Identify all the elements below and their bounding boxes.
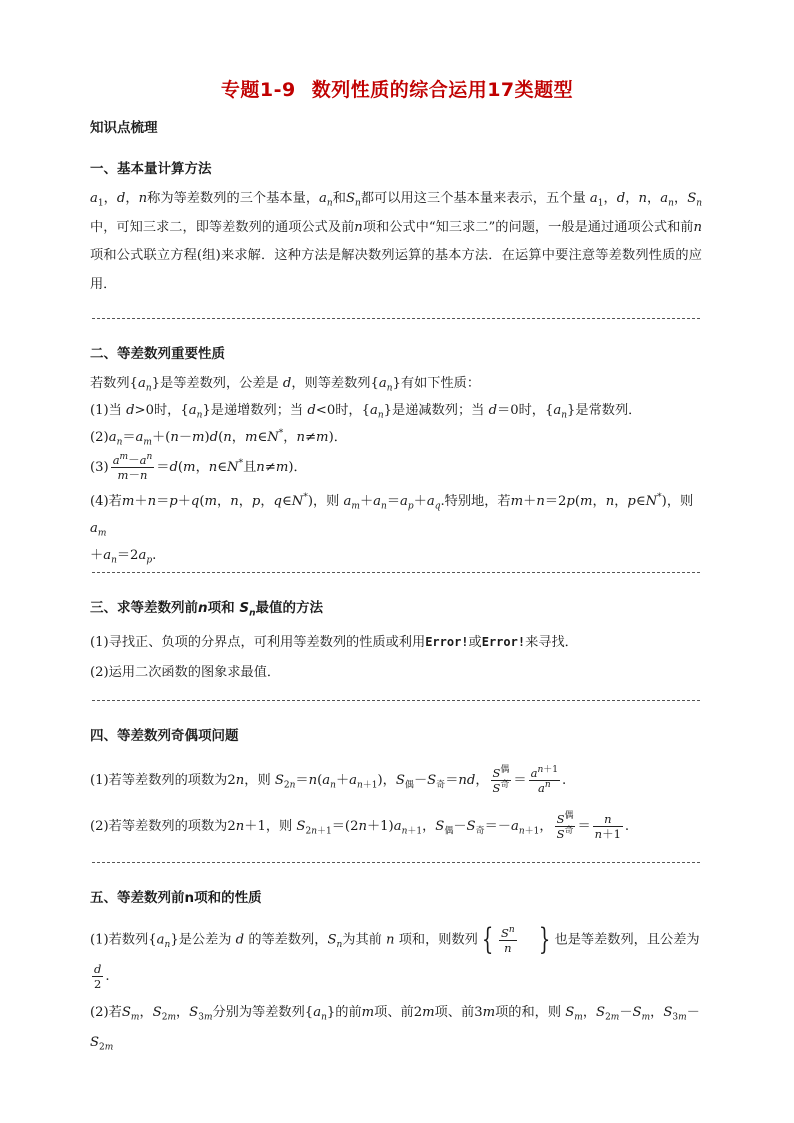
section-1-body: $a_1$，d，n称为等差数列的三个基本量，$a_n$和$S_n$都可以用这三个基本量来表示，五个量 $a_1$，d，n，$a_n$，$S_n$中，可知三求二，即等差数列的通项公式及前n项和公式中“知三求二”的问题，一般是通过通项公式和前n项和公式联立方程(组)来求解．这种方法是解决数列运算的基本方法．在运算中要注意等差数列性质的应用． bbox=[90, 191, 703, 292]
divider bbox=[92, 572, 700, 573]
section-5-body: (1)若数列$\{a_n\}$是公差为 d 的等差数列，$S_n$为其前 n 项和，则数列 { $\frac{S^n}{n}$ } 也是等差数列，且公差为 $\frac{d}{2}$ . (2)若$S_m$，$S_{2m}$，$S_{3m}$分别为等差数列$\{a_n\}$的前m项、前2m项、前3m项的和，则 $S_m$，$S_{2m}-S_m$，$S_{3m}-S_{2m}$ bbox=[90, 922, 700, 1053]
section-3-heading: 三、求等差数列前n项和 $S_n$最值的方法 bbox=[90, 600, 323, 619]
section-5-heading: 五、等差数列前n项和的性质 bbox=[90, 890, 262, 906]
section-2-heading: 二、等差数列重要性质 bbox=[90, 346, 225, 362]
section-1-heading: 一、基本量计算方法 bbox=[90, 161, 212, 177]
section-4-body: (1)若等差数列的项数为2n，则 $S_{2n}=n(a_n+a_{n+1})$，$S_偶-S_奇=nd$， $\frac{S^偶}{S^奇}$ ＝ $\frac{a^{n+1}}{a^n}$ . (2)若等差数列的项数为2n＋1，则 $S_{2n+1}=(2n+1)a_{n+1}$，$S_偶-S_奇=-a_{n+1}$， $\frac{S^偶}{S^奇}$ ＝ $\frac{n}{n+1}$ . bbox=[90, 765, 630, 841]
divider bbox=[92, 862, 700, 863]
section-4-heading: 四、等差数列奇偶项问题 bbox=[90, 728, 239, 744]
intro-heading: 知识点梳理 bbox=[90, 120, 158, 136]
divider bbox=[92, 700, 700, 701]
section-3-body: (1)寻找正、负项的分界点，可利用等差数列的性质或利用Error!或Error!来寻找． (2)运用二次函数的图象求最值． bbox=[90, 635, 578, 680]
section-2-body: 若数列$\{a_n\}$是等差数列，公差是 d，则等差数列$\{a_n\}$有如下性质： (1)当 d>0时，$\{a_n\}$是递增数列；当 d<0时，$\{a_n\}$是递减数列；当 d＝0时，$\{a_n\}$是常数列． $(2)a_n=a_m+(n-m)d(n$，m∈N*，n≠m)． (3) $\frac{a^m-a^n}{m-n}$ ＝d(m，n∈N*且n≠m)． (4)若m＋n＝p＋q(m，n，p，q∈N*)，则 $a_m+a_n=a_p+a_q$.特别地，若m＋n＝2p(m，n，p∈N*)，则 $a_m$ $+a_n=2a_p$. bbox=[90, 376, 694, 566]
divider bbox=[92, 318, 700, 319]
page-title: 专题1-9 数列性质的综合运用17类题型 bbox=[220, 79, 574, 101]
